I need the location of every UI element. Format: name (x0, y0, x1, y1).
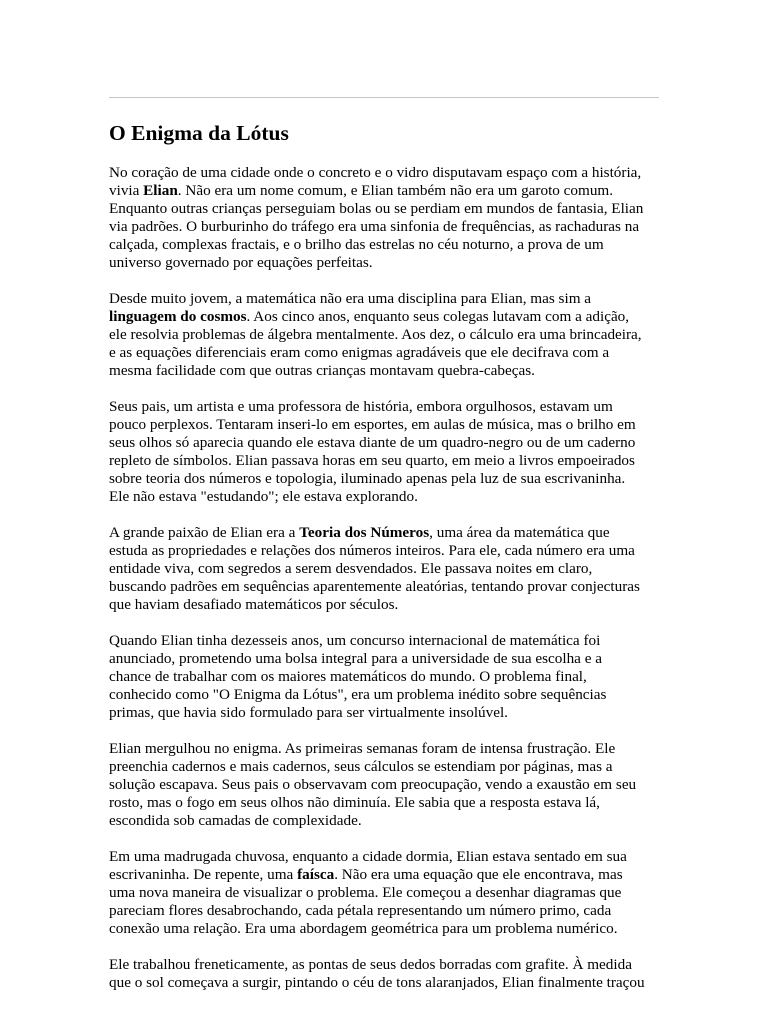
text-run: Ele trabalhou freneticamente, as pontas de seus dedos borradas com grafite. À medida (109, 956, 632, 973)
text-line (109, 524, 659, 542)
text-line (109, 236, 659, 254)
text-run: Desde muito jovem, a matemática não era uma disciplina para Elian, mas sim a (109, 290, 592, 307)
bold-text: faísca (297, 866, 335, 883)
text-line (109, 668, 659, 686)
text-line (109, 794, 659, 812)
paragraph (109, 290, 659, 380)
text-run: que haviam desafiado matemáticos por séculos. (109, 596, 399, 613)
text-line (109, 200, 659, 218)
bold-text: Elian (143, 182, 178, 199)
text-run: escrivaninha. De repente, uma (109, 866, 298, 883)
text-run: primas, que havia sido formulado para ser virtualmente insolúvel. (109, 704, 508, 721)
text-run: sobre teoria dos números e topologia, iluminado apenas pela luz de sua escrivaninha. (109, 470, 626, 487)
text-line (109, 488, 659, 506)
text-run: conexão uma relação. Era uma abordagem geométrica para um problema numérico. (109, 920, 618, 937)
text-run: Seus pais, um artista e uma professora de história, embora orgulhosos, estavam um (109, 398, 613, 415)
text-line (109, 974, 659, 992)
text-line (109, 344, 659, 362)
text-run: pouco perplexos. Tentaram inseri-lo em esportes, em aulas de música, mas o brilho em (109, 416, 636, 433)
text-line (109, 398, 659, 416)
text-line (109, 776, 659, 794)
text-run: pareciam flores desabrochando, cada pétala representando um número primo, cada (109, 902, 612, 919)
text-run: Quando Elian tinha dezesseis anos, um concurso internacional de matemática foi (109, 632, 601, 649)
paragraph (109, 848, 659, 938)
text-line (109, 470, 659, 488)
text-line (109, 308, 659, 326)
text-line (109, 290, 659, 308)
text-line (109, 650, 659, 668)
text-run: . Não era um nome comum, e Elian também não era um garoto comum. (177, 182, 614, 199)
text-line (109, 956, 659, 974)
bold-text: linguagem do cosmos (109, 308, 247, 325)
text-run: Enquanto outras crianças perseguiam bolas ou se perdiam em mundos de fantasia, Elian (109, 200, 644, 217)
text-line (109, 218, 659, 236)
text-run: A grande paixão de Elian era a (109, 524, 300, 541)
horizontal-rule (109, 97, 659, 98)
document-body (109, 164, 659, 1010)
text-line (109, 560, 659, 578)
text-line (109, 902, 659, 920)
text-run: Ele não estava "estudando"; ele estava explorando. (109, 488, 418, 505)
text-run: uma nova maneira de visualizar o problema. Ele começou a desenhar diagramas que (109, 884, 622, 901)
text-line (109, 812, 659, 830)
text-line (109, 596, 659, 614)
bold-text: Teoria dos Números (299, 524, 430, 541)
text-run: Em uma madrugada chuvosa, enquanto a cidade dormia, Elian estava sentado em sua (109, 848, 627, 865)
text-line (109, 686, 659, 704)
text-line (109, 884, 659, 902)
text-run: rosto, mas o fogo em seus olhos não diminuía. Ele sabia que a resposta estava lá, (109, 794, 600, 811)
text-run: Elian mergulhou no enigma. As primeiras semanas foram de intensa frustração. Ele (109, 740, 616, 757)
text-line (109, 434, 659, 452)
paragraph (109, 632, 659, 722)
text-run: preenchia cadernos e mais cadernos, seus cálculos se estendiam por páginas, mas a (109, 758, 613, 775)
text-run: chance de trabalhar com os maiores matemáticos do mundo. O problema final, (109, 668, 587, 685)
text-run: , uma área da matemática que (429, 524, 610, 541)
text-run: vivia (109, 182, 144, 199)
text-run: via padrões. O burburinho do tráfego era uma sinfonia de frequências, as rachaduras na (109, 218, 640, 235)
paragraph (109, 524, 659, 614)
text-run: calçada, complexas fractais, e o brilho das estrelas no céu noturno, a prova de um (109, 236, 604, 253)
text-line (109, 848, 659, 866)
text-line (109, 182, 659, 200)
text-run: e as equações diferenciais eram como enigmas agradáveis que ele decifrava com a (109, 344, 610, 361)
text-line (109, 416, 659, 434)
text-line (109, 326, 659, 344)
text-run: estuda as propriedades e relações dos números inteiros. Para ele, cada número era uma (109, 542, 635, 559)
text-run: . Não era uma equação que ele encontrava, mas (334, 866, 623, 883)
text-run: entidade viva, com segredos a serem desvendados. Ele passava noites em claro, (109, 560, 593, 577)
document-title: O Enigma da Lótus (109, 121, 289, 145)
text-line (109, 452, 659, 470)
text-line (109, 542, 659, 560)
text-run: escondida sob camadas de complexidade. (109, 812, 362, 829)
paragraph (109, 956, 659, 992)
paragraph (109, 740, 659, 830)
text-run: No coração de uma cidade onde o concreto e o vidro disputavam espaço com a história, (109, 164, 642, 181)
paragraph (109, 398, 659, 506)
text-line (109, 758, 659, 776)
text-run: anunciado, prometendo uma bolsa integral para a universidade de sua escolha e a (109, 650, 602, 667)
text-line (109, 632, 659, 650)
text-line (109, 866, 659, 884)
text-run: que o sol começava a surgir, pintando o céu de tons alaranjados, Elian finalmente traçou (109, 974, 645, 991)
text-run: mesma facilidade com que outras crianças montavam quebra-cabeças. (109, 362, 535, 379)
text-line (109, 740, 659, 758)
text-line (109, 704, 659, 722)
text-line (109, 920, 659, 938)
text-run: seus olhos só aparecia quando ele estava diante de um quadro-negro ou de um caderno (109, 434, 636, 451)
text-line (109, 578, 659, 596)
text-run: ele resolvia problemas de álgebra mentalmente. Aos dez, o cálculo era uma brincadeira, (109, 326, 642, 343)
text-run: repleto de símbolos. Elian passava horas em seu quarto, em meio a livros empoeirados (109, 452, 635, 469)
text-run: solução escapava. Seus pais o observavam com preocupação, vendo a exaustão em seu (109, 776, 637, 793)
text-line (109, 164, 659, 182)
text-run: universo governado por equações perfeitas. (109, 254, 373, 271)
text-run: conhecido como "O Enigma da Lótus", era um problema inédito sobre sequências (109, 686, 607, 703)
text-line (109, 362, 659, 380)
text-line (109, 254, 659, 272)
text-run: . Aos cinco anos, enquanto seus colegas lutavam com a adição, (246, 308, 630, 325)
paragraph (109, 164, 659, 272)
text-run: buscando padrões em sequências aparentemente aleatórias, tentando provar conjecturas (109, 578, 640, 595)
